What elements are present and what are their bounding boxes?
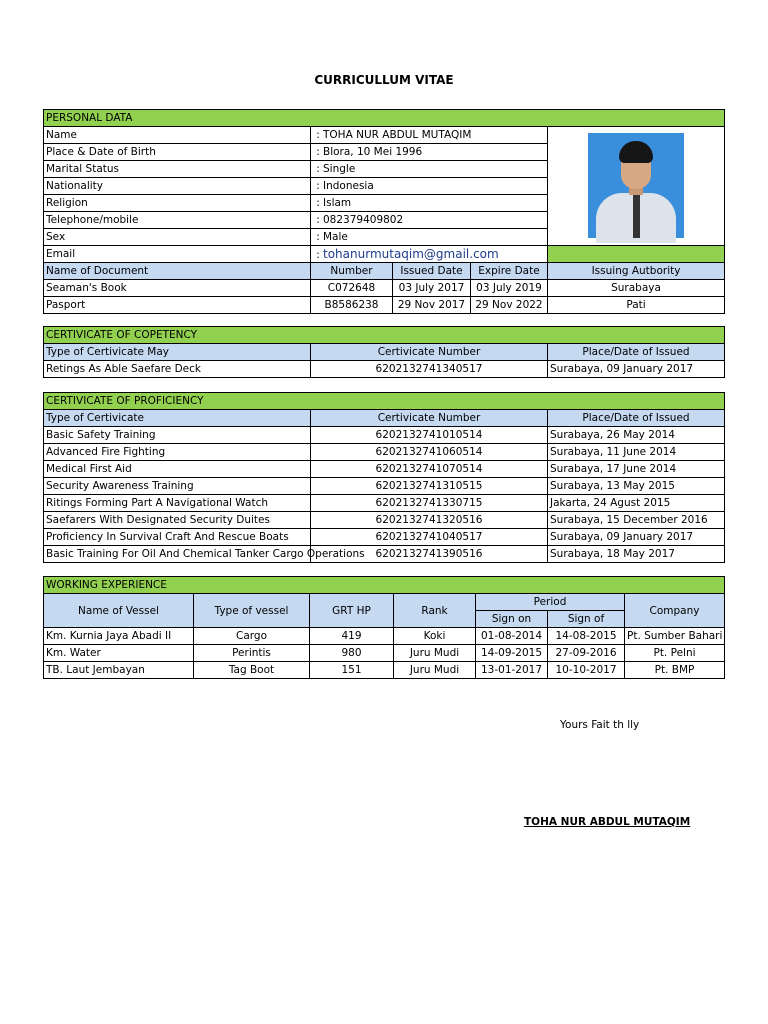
experience-cell: 13-01-2017 bbox=[476, 662, 548, 679]
proficiency-row bbox=[44, 461, 725, 478]
doc-cell: Surabaya bbox=[548, 280, 725, 297]
signature-name: TOHA NUR ABDUL MUTAQIM bbox=[524, 816, 691, 828]
experience-cell: Pt. Sumber Bahari bbox=[625, 628, 725, 645]
proficiency-row bbox=[44, 495, 725, 512]
experience-cell: Pt. BMP bbox=[625, 662, 725, 679]
proficiency-cell: 6202132741320516 bbox=[311, 512, 548, 529]
doc-cell: 29 Nov 2022 bbox=[471, 297, 548, 314]
proficiency-row bbox=[44, 529, 725, 546]
experience-row bbox=[44, 662, 725, 679]
field-value bbox=[311, 161, 548, 178]
document-title: CURRICULLUM VITAE bbox=[314, 73, 454, 87]
colon: : bbox=[316, 129, 320, 141]
experience-header: Rank bbox=[394, 594, 476, 628]
proficiency-cell: 6202132741040517 bbox=[311, 529, 548, 546]
field-value bbox=[311, 144, 548, 161]
field-label: Nationality bbox=[44, 178, 311, 195]
section-title-proficiency: CERTIVICATE OF PROFICIENCY bbox=[44, 393, 725, 410]
experience-cell: 01-08-2014 bbox=[476, 628, 548, 645]
birth-value: Blora, 10 Mei 1996 bbox=[323, 146, 423, 158]
proficiency-row bbox=[44, 478, 725, 495]
closing-text: Yours Fait th lly bbox=[560, 719, 640, 731]
proficiency-cell: 6202132741390516 bbox=[311, 546, 548, 563]
proficiency-cell: Surabaya, 13 May 2015 bbox=[548, 478, 725, 495]
doc-cell: 03 July 2017 bbox=[393, 280, 471, 297]
experience-cell: Pt. Pelni bbox=[625, 645, 725, 662]
field-label: Email bbox=[44, 246, 311, 263]
colon: : bbox=[316, 146, 320, 158]
experience-header: Sign of bbox=[548, 611, 625, 628]
field-value bbox=[311, 229, 548, 246]
experience-table bbox=[43, 576, 725, 679]
proficiency-header: Place/Date of Issued bbox=[548, 410, 725, 427]
proficiency-cell: Surabaya, 15 December 2016 bbox=[548, 512, 725, 529]
email-link[interactable]: tohanurmutaqim@gmail.com bbox=[323, 246, 499, 261]
doc-cell: Seaman's Book bbox=[44, 280, 311, 297]
doc-header: Number bbox=[311, 263, 393, 280]
proficiency-cell: 6202132741060514 bbox=[311, 444, 548, 461]
section-title-personal: PERSONAL DATA bbox=[44, 110, 725, 127]
proficiency-row bbox=[44, 444, 725, 461]
doc-cell: C072648 bbox=[311, 280, 393, 297]
experience-row bbox=[44, 628, 725, 645]
sex-value: Male bbox=[323, 231, 348, 243]
field-label: Sex bbox=[44, 229, 311, 246]
proficiency-cell: Saefarers With Designated Security Duites bbox=[44, 512, 311, 529]
proficiency-cell: Surabaya, 09 January 2017 bbox=[548, 529, 725, 546]
document-row bbox=[44, 280, 725, 297]
personal-data-table bbox=[43, 109, 725, 314]
colon: : bbox=[316, 163, 320, 175]
competency-cell: Surabaya, 09 January 2017 bbox=[548, 361, 725, 378]
proficiency-cell: 6202132741010514 bbox=[311, 427, 548, 444]
field-label: Place & Date of Birth bbox=[44, 144, 311, 161]
colon: : bbox=[316, 248, 320, 261]
proficiency-cell: 6202132741070514 bbox=[311, 461, 548, 478]
field-label: Telephone/mobile bbox=[44, 212, 311, 229]
doc-cell: B8586238 bbox=[311, 297, 393, 314]
doc-header: Name of Document bbox=[44, 263, 311, 280]
field-value bbox=[311, 178, 548, 195]
experience-cell: Km. Water bbox=[44, 645, 194, 662]
colon: : bbox=[316, 197, 320, 209]
phone-value: 082379409802 bbox=[323, 214, 404, 226]
experience-cell: 27-09-2016 bbox=[548, 645, 625, 662]
experience-cell: TB. Laut Jembayan bbox=[44, 662, 194, 679]
doc-cell: 29 Nov 2017 bbox=[393, 297, 471, 314]
doc-header: Expire Date bbox=[471, 263, 548, 280]
experience-cell: Tag Boot bbox=[194, 662, 310, 679]
field-label: Marital Status bbox=[44, 161, 311, 178]
colon: : bbox=[316, 180, 320, 192]
section-title-experience: WORKING EXPERIENCE bbox=[44, 577, 725, 594]
doc-header: Issued Date bbox=[393, 263, 471, 280]
proficiency-cell: 6202132741310515 bbox=[311, 478, 548, 495]
competency-cell: Retings As Able Saefare Deck bbox=[44, 361, 311, 378]
proficiency-row bbox=[44, 512, 725, 529]
experience-row bbox=[44, 645, 725, 662]
experience-header: Sign on bbox=[476, 611, 548, 628]
proficiency-cell: Surabaya, 11 June 2014 bbox=[548, 444, 725, 461]
experience-cell: 14-08-2015 bbox=[548, 628, 625, 645]
competency-header: Place/Date of Issued bbox=[548, 344, 725, 361]
field-label: Name bbox=[44, 127, 311, 144]
competency-header: Type of Certivicate May bbox=[44, 344, 311, 361]
competency-row bbox=[44, 361, 725, 378]
experience-cell: 10-10-2017 bbox=[548, 662, 625, 679]
doc-header: Issuing Autbority bbox=[548, 263, 725, 280]
proficiency-cell: Surabaya, 17 June 2014 bbox=[548, 461, 725, 478]
competency-header: Certivicate Number bbox=[311, 344, 548, 361]
doc-cell: 03 July 2019 bbox=[471, 280, 548, 297]
proficiency-row bbox=[44, 546, 725, 563]
colon: : bbox=[316, 231, 320, 243]
photo-footer bbox=[548, 246, 725, 263]
proficiency-cell: Surabaya, 26 May 2014 bbox=[548, 427, 725, 444]
name-value: TOHA NUR ABDUL MUTAQIM bbox=[323, 129, 472, 141]
experience-cell: 419 bbox=[310, 628, 394, 645]
proficiency-cell: Security Awareness Training bbox=[44, 478, 311, 495]
section-title-competency: CERTIVICATE OF COPETENCY bbox=[44, 327, 725, 344]
field-label: Religion bbox=[44, 195, 311, 212]
experience-header: Type of vessel bbox=[194, 594, 310, 628]
proficiency-cell: Basic Training For Oil And Chemical Tanker Cargo Operations bbox=[44, 546, 311, 563]
competency-table bbox=[43, 326, 725, 378]
field-value bbox=[311, 127, 548, 144]
proficiency-header: Certivicate Number bbox=[311, 410, 548, 427]
nationality-value: Indonesia bbox=[323, 180, 374, 192]
proficiency-cell: Surabaya, 18 May 2017 bbox=[548, 546, 725, 563]
experience-cell: Cargo bbox=[194, 628, 310, 645]
experience-cell: Juru Mudi bbox=[394, 645, 476, 662]
experience-header: GRT HP bbox=[310, 594, 394, 628]
proficiency-cell: Ritings Forming Part A Navigational Watch bbox=[44, 495, 311, 512]
experience-header: Company bbox=[625, 594, 725, 628]
experience-header: Name of Vessel bbox=[44, 594, 194, 628]
proficiency-cell: Basic Safety Training bbox=[44, 427, 311, 444]
experience-cell: 14-09-2015 bbox=[476, 645, 548, 662]
proficiency-cell: Advanced Fire Fighting bbox=[44, 444, 311, 461]
marital-value: Single bbox=[323, 163, 356, 175]
document-row bbox=[44, 297, 725, 314]
experience-cell: 980 bbox=[310, 645, 394, 662]
experience-header: Period bbox=[476, 594, 625, 611]
proficiency-row bbox=[44, 427, 725, 444]
experience-cell: 151 bbox=[310, 662, 394, 679]
field-value bbox=[311, 246, 548, 263]
field-value bbox=[311, 195, 548, 212]
experience-cell: Km. Kurnia Jaya Abadi II bbox=[44, 628, 194, 645]
field-value bbox=[311, 212, 548, 229]
experience-cell: Perintis bbox=[194, 645, 310, 662]
experience-cell: Juru Mudi bbox=[394, 662, 476, 679]
proficiency-cell: 6202132741330715 bbox=[311, 495, 548, 512]
experience-cell: Koki bbox=[394, 628, 476, 645]
proficiency-cell: Jakarta, 24 Agust 2015 bbox=[548, 495, 725, 512]
doc-cell: Pati bbox=[548, 297, 725, 314]
doc-cell: Pasport bbox=[44, 297, 311, 314]
proficiency-cell: Proficiency In Survival Craft And Rescue Boats bbox=[44, 529, 311, 546]
proficiency-header: Type of Certivicate bbox=[44, 410, 311, 427]
religion-value: Islam bbox=[323, 197, 352, 209]
profile-photo bbox=[588, 133, 684, 238]
proficiency-cell: Medical First Aid bbox=[44, 461, 311, 478]
photo-cell bbox=[548, 127, 725, 246]
proficiency-table bbox=[43, 392, 725, 563]
colon: : bbox=[316, 214, 320, 226]
competency-cell: 6202132741340517 bbox=[311, 361, 548, 378]
